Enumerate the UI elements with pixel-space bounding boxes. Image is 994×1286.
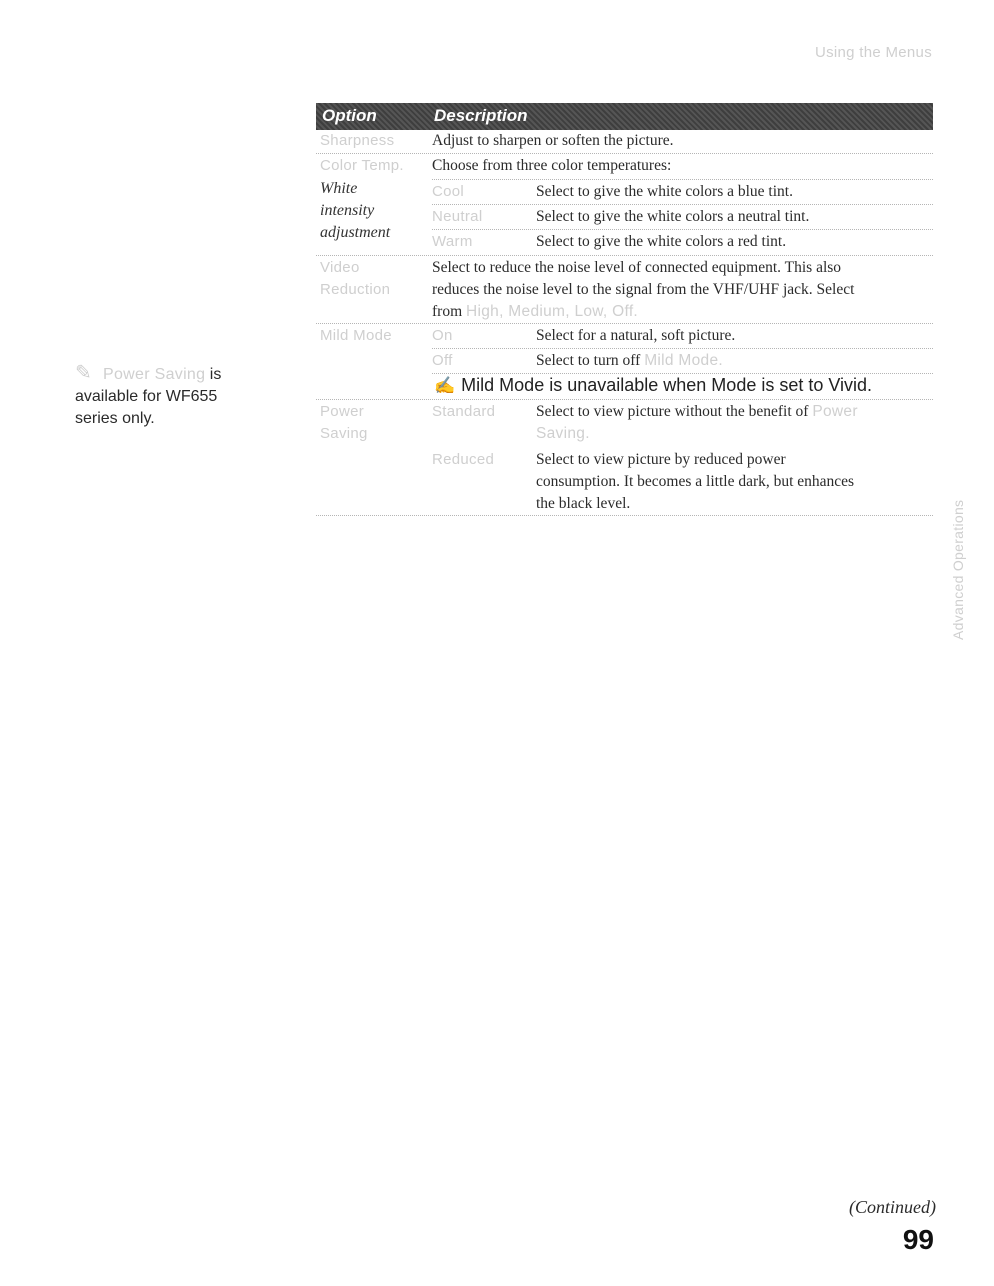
desc-neutral: Select to give the white colors a neutral tint.: [536, 208, 810, 225]
label-reduced: Reduced: [432, 451, 495, 468]
option-noise-line-2: Reduction: [320, 281, 391, 298]
desc-reduced-line-2: consumption. It becomes a little dark, but enhances: [536, 473, 855, 490]
warning-text: Mild Mode is unavailable when Mode is set to Vivid.: [461, 375, 873, 395]
row-divider: [432, 229, 933, 230]
note-line-3: series only.: [75, 410, 155, 427]
header-option: Option: [322, 106, 377, 125]
desc-standard-text: Select to view picture without the benefit of: [536, 403, 809, 420]
note-lead: Power Saving: [103, 366, 206, 383]
note-line-2: available for WF655: [75, 388, 218, 405]
option-mild-mode: Mild Mode: [320, 327, 392, 344]
option-color-temp: Color Temp.: [320, 157, 404, 174]
desc-noise-from: from: [432, 303, 463, 320]
table-header: [316, 103, 933, 130]
running-head: Using the Menus: [814, 44, 932, 61]
row-divider: [316, 255, 933, 256]
label-mild-off: Off: [432, 352, 453, 369]
label-standard: Standard: [432, 403, 496, 420]
side-tab: [946, 500, 970, 650]
caption-line-3: adjustment: [320, 224, 391, 241]
desc-standard-tail: Power: [812, 403, 858, 420]
table-bottom-rule: [316, 515, 933, 516]
desc-standard-line-1: [536, 401, 921, 423]
desc-mild-off: [536, 350, 921, 372]
page-number: 99: [902, 1224, 934, 1255]
desc-mild-off-text: Select to turn off: [536, 352, 641, 369]
row-divider: [316, 153, 933, 154]
label-neutral: Neutral: [432, 208, 483, 225]
note-line-1-tail: is: [209, 366, 222, 383]
row-divider: [316, 399, 933, 400]
option-sharpness: Sharpness: [320, 132, 395, 149]
label-warm: Warm: [432, 233, 473, 250]
desc-mild-on: Select for a natural, soft picture.: [536, 327, 736, 344]
continued-label: (Continued): [849, 1197, 936, 1217]
desc-sharpness: Adjust to sharpen or soften the picture.: [432, 132, 674, 149]
option-power-line-1: Power: [320, 403, 365, 420]
desc-cool: Select to give the white colors a blue tint.: [536, 183, 793, 200]
desc-warm: Select to give the white colors a red tint.: [536, 233, 787, 250]
desc-standard-line-2: Saving.: [536, 425, 590, 442]
row-divider: [432, 179, 933, 180]
pencil-icon: ✍: [434, 376, 456, 395]
option-power-line-2: Saving: [320, 425, 368, 442]
header-description: Description: [434, 106, 528, 125]
caption-line-1: White: [320, 180, 358, 197]
side-tab-label: Advanced Operations: [950, 499, 966, 640]
desc-noise-options: High, Medium, Low, Off.: [466, 303, 639, 320]
sidebar-note: [75, 364, 285, 430]
desc-reduced-line-1: Select to view picture by reduced power: [536, 451, 786, 468]
note-line-1: [75, 364, 285, 386]
desc-noise-line-1: Select to reduce the noise level of connected equipment. This also: [432, 259, 842, 276]
option-noise-line-1: Video: [320, 259, 360, 276]
desc-reduced-line-3: the black level.: [536, 495, 631, 512]
desc-mild-off-tail: Mild Mode.: [644, 352, 724, 369]
options-table: [316, 103, 933, 512]
desc-color-temp: Choose from three color temperatures:: [432, 157, 672, 174]
label-mild-on: On: [432, 327, 453, 344]
desc-noise-line-3: [432, 301, 927, 323]
row-divider: [316, 323, 933, 324]
row-divider: [432, 348, 933, 349]
caption-line-2: intensity: [320, 202, 375, 219]
mild-mode-warning: [434, 374, 872, 397]
label-cool: Cool: [432, 183, 465, 200]
note-icon: ✎: [75, 362, 92, 384]
row-divider: [432, 204, 933, 205]
desc-noise-line-2: reduces the noise level to the signal from the VHF/UHF jack. Select: [432, 281, 855, 298]
